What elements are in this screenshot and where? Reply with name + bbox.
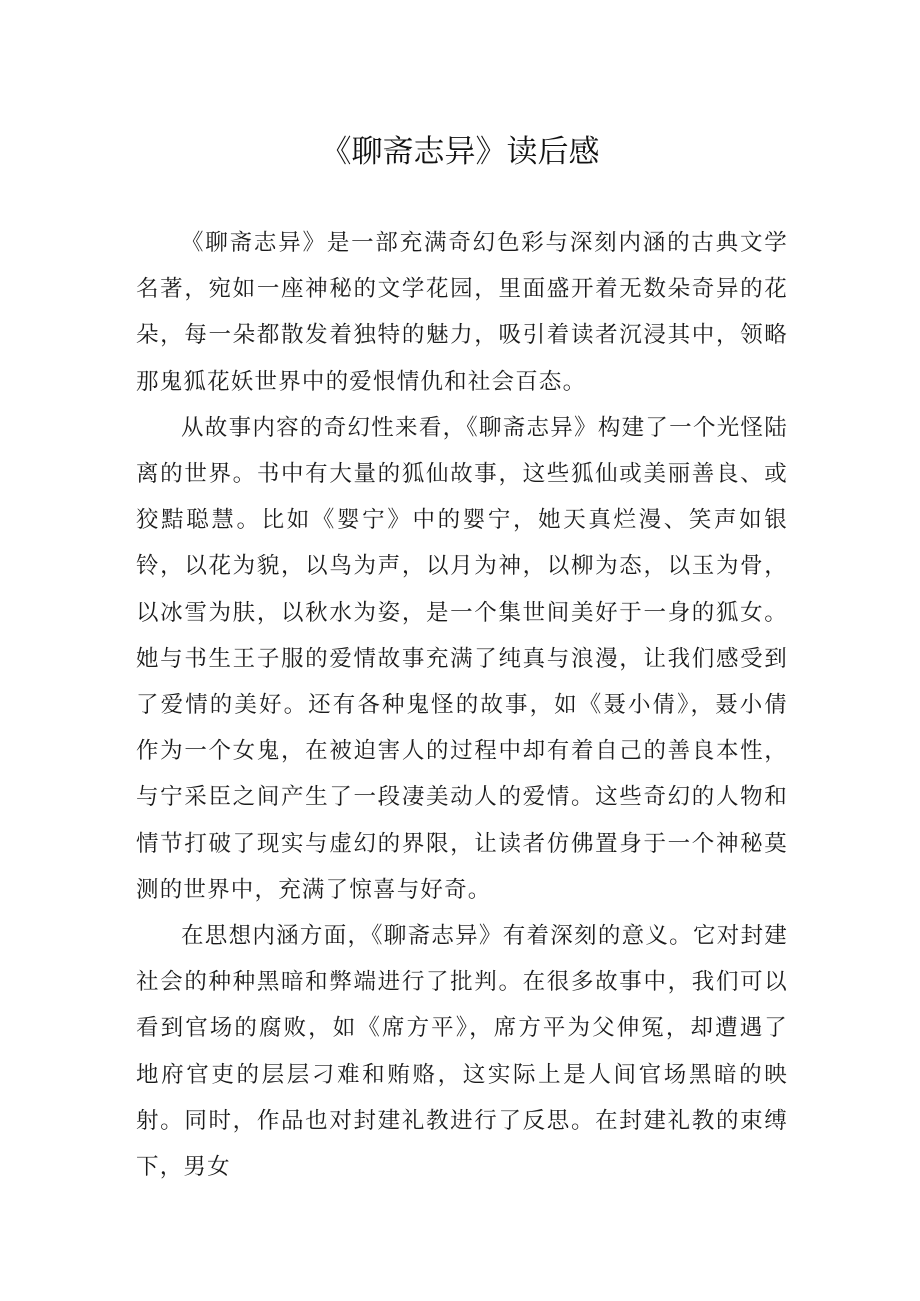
paragraph-3: 在思想内涵方面，《聊斋志异》有着深刻的意义。它对封建社会的种种黑暗和弊端进行了批判。在很多故事中，我们可以看到官场的腐败，如《席方平》，席方平为父伸冤，却遭遇了地府官吏的层层刁难和贿赂，这实际上是人间官场黑暗的映射。同时，作品也对封建礼教进行了反思。在封建礼教的束缚下，男女 xyxy=(136,923,788,1181)
document-body xyxy=(136,220,788,1190)
paragraph-2: 从故事内容的奇幻性来看，《聊斋志异》构建了一个光怪陆离的世界。书中有大量的狐仙故事，这些狐仙或美丽善良、或狡黠聪慧。比如《婴宁》中的婴宁，她天真烂漫、笑声如银铃，以花为貌，以鸟为声，以月为神，以柳为态，以玉为骨，以冰雪为肤，以秋水为姿，是一个集世间美好于一身的狐女。她与书生王子服的爱情故事充满了纯真与浪漫，让我们感受到了爱情的美好。还有各种鬼怪的故事，如《聂小倩》，聂小倩作为一个女鬼，在被迫害人的过程中却有着自己的善良本性，与宁采臣之间产生了一段凄美动人的爱情。这些奇幻的人物和情节打破了现实与虚幻的界限，让读者仿佛置身于一个神秘莫测的世界中，充满了惊喜与好奇。 xyxy=(136,414,788,903)
paragraph-1: 《聊斋志异》是一部充满奇幻色彩与深刻内涵的古典文学名著，宛如一座神秘的文学花园，里面盛开着无数朵奇异的花朵，每一朵都散发着独特的魅力，吸引着读者沉浸其中，领略那鬼狐花妖世界中的爱恨情仇和社会百态。 xyxy=(136,230,788,395)
document-title: 《聊斋志异》读后感 xyxy=(320,134,600,170)
